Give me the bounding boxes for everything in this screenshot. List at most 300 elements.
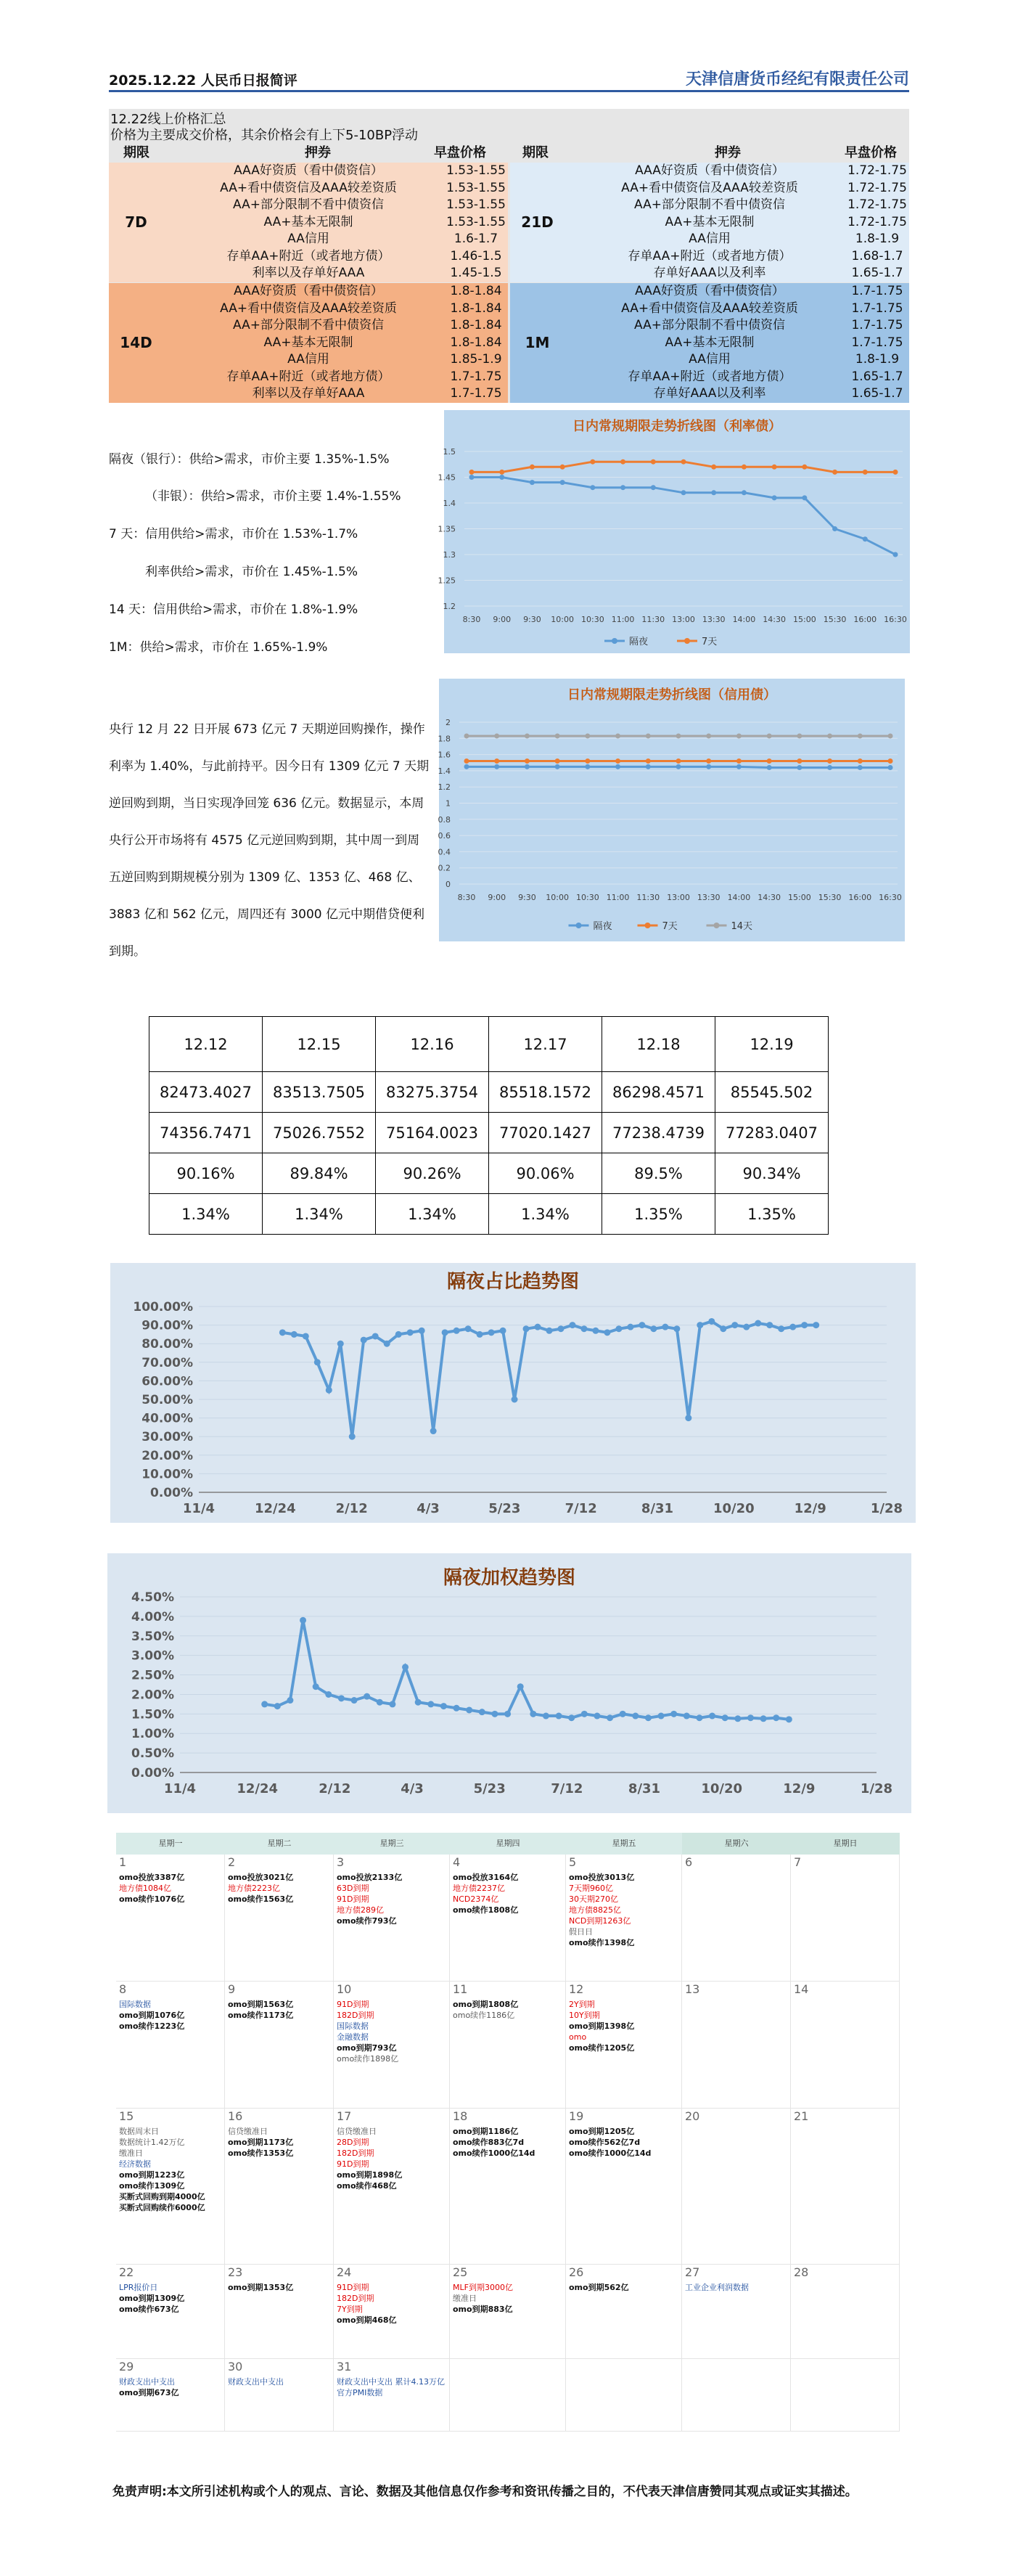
calendar-event: omo到期1076亿	[119, 2011, 185, 2020]
weekday-header: 星期三	[334, 1833, 450, 1855]
data-point	[464, 759, 469, 764]
data-point	[585, 764, 590, 769]
x-tick-label: 15:30	[823, 615, 847, 624]
data-point	[802, 495, 807, 500]
data-point	[556, 1713, 562, 1720]
price-row	[510, 180, 909, 197]
data-point	[863, 536, 868, 541]
collateral-type: AA+基本无限制	[665, 214, 755, 229]
x-tick-label: 15:30	[818, 893, 842, 902]
price-block-3	[510, 283, 909, 403]
x-tick-label: 13:00	[667, 893, 690, 902]
x-tick-label: 8:30	[457, 893, 476, 902]
data-point	[466, 1706, 472, 1713]
table-cell: 77020.1427	[489, 1113, 602, 1153]
morning-price: 1.53-1.55	[446, 163, 506, 178]
data-point	[893, 470, 898, 475]
data-point	[364, 1693, 370, 1700]
x-tick-label: 5/23	[488, 1501, 521, 1516]
price-row	[510, 317, 909, 335]
price-table-subtitle: 价格为主要成交价格，其余价格会有上下5-10BP浮动	[110, 128, 419, 143]
price-row	[510, 214, 909, 232]
x-tick-label: 13:30	[697, 893, 721, 902]
x-tick-label: 12/24	[254, 1501, 296, 1516]
calendar-event: 金融数据	[337, 2032, 369, 2042]
calendar-event: 91D到期	[337, 2000, 369, 2009]
table-cell: 12.12	[149, 1017, 263, 1072]
data-point	[590, 459, 595, 465]
collateral-type: 存单AA+附近（或者地方债）	[226, 248, 390, 263]
collateral-type: 存单AA+附近（或者地方债）	[628, 248, 792, 263]
data-point	[477, 1331, 483, 1338]
y-tick-label: 2.00%	[131, 1688, 174, 1703]
table-cell: 89.84%	[263, 1153, 376, 1194]
data-point	[430, 1428, 437, 1434]
market-line: 7 天：信用供给>需求，市价在 1.53%-1.7%	[109, 527, 358, 541]
x-tick-label: 10:30	[576, 893, 599, 902]
morning-price: 1.8-1.84	[450, 284, 502, 298]
price-summary-table	[109, 109, 909, 403]
calendar-day	[682, 1982, 791, 2109]
y-tick-label: 4.00%	[131, 1609, 174, 1624]
data-point	[731, 1322, 738, 1328]
price-row	[510, 265, 909, 282]
data-point	[620, 1711, 626, 1717]
y-tick-label: 2	[446, 718, 451, 727]
calendar-day	[334, 2265, 450, 2359]
data-point	[615, 759, 620, 764]
market-line: 利率供给>需求，市价在 1.45%-1.5%	[145, 565, 358, 579]
data-point	[709, 1713, 715, 1720]
legend-marker	[576, 923, 582, 928]
calendar-event: 买断式回购续作6000亿	[119, 2203, 205, 2212]
calendar-event: 数据周末日	[119, 2127, 159, 2136]
data-point	[651, 459, 656, 465]
calendar-event: 买断式回购到期4000亿	[119, 2192, 205, 2201]
calendar-event: 工业企业利润数据	[685, 2283, 749, 2292]
x-tick-label: 12/24	[237, 1781, 279, 1796]
y-tick-label: 100.00%	[133, 1300, 193, 1314]
data-point	[453, 1705, 460, 1712]
head-price-right: 早盘价格	[845, 145, 897, 160]
period-label: 1M	[525, 334, 550, 351]
price-row	[109, 385, 508, 403]
table-cell: 85545.502	[715, 1072, 829, 1113]
morning-price: 1.45-1.5	[450, 266, 502, 280]
morning-price: 1.72-1.75	[847, 180, 907, 195]
data-point	[827, 733, 832, 738]
calendar-event: 28D到期	[337, 2138, 369, 2147]
chart-overnight-weighted-rate-trend	[107, 1553, 911, 1813]
data-point	[673, 1325, 680, 1332]
table-cell: 1.34%	[149, 1194, 263, 1235]
data-point	[491, 1711, 498, 1717]
data-point	[767, 733, 772, 738]
data-point	[676, 764, 681, 769]
data-point	[662, 1324, 668, 1330]
price-row	[109, 180, 508, 197]
table-cell: 77283.0407	[715, 1113, 829, 1153]
x-tick-label: 5/23	[473, 1781, 506, 1796]
x-tick-label: 11:00	[606, 893, 630, 902]
y-tick-label: 0.2	[438, 863, 451, 873]
morning-price: 1.72-1.75	[847, 214, 907, 229]
table-cell: 90.16%	[149, 1153, 263, 1194]
calendar-day	[116, 2265, 225, 2359]
collateral-type: 存单好AAA以及利率	[653, 386, 766, 401]
y-tick-label: 1.35	[438, 524, 456, 534]
data-point	[389, 1701, 395, 1707]
x-tick-label: 16:30	[879, 893, 902, 902]
calendar-day	[682, 2109, 791, 2265]
data-point	[681, 459, 686, 465]
y-tick-label: 60.00%	[141, 1374, 193, 1389]
calendar-event: omo投放3164亿	[453, 1873, 519, 1882]
calendar-day	[450, 1855, 566, 1982]
x-tick-label: 4/3	[416, 1501, 440, 1516]
x-tick-label: 11/4	[182, 1501, 215, 1516]
price-row	[510, 369, 909, 386]
period-label: 14D	[120, 334, 152, 351]
calendar-event: omo投放2133亿	[337, 1873, 403, 1882]
x-tick-label: 11:30	[641, 615, 665, 624]
day-number: 16	[228, 2109, 243, 2123]
data-point	[377, 1699, 383, 1706]
legend-label: 7天	[702, 637, 718, 647]
data-point	[504, 1711, 511, 1717]
legend-label: 隔夜	[629, 637, 649, 647]
calendar-event: omo到期1398亿	[569, 2021, 635, 2031]
table-row	[149, 1072, 829, 1113]
calendar-day	[791, 1982, 900, 2109]
data-point	[772, 465, 777, 470]
data-point	[615, 1325, 622, 1332]
x-tick-label: 14:30	[758, 893, 781, 902]
day-number: 5	[569, 1855, 577, 1869]
data-point	[465, 1325, 472, 1332]
data-point	[888, 759, 893, 764]
y-tick-label: 0.6	[438, 831, 451, 841]
disclaimer: 免责声明:本文所引述机构或个人的观点、言论、数据及其他信息仅作参考和资讯传播之目的，不代表天津信唐赞同其观点或证实其描述。	[112, 2485, 858, 2499]
head-price-left: 早盘价格	[434, 145, 486, 160]
calendar-day	[682, 2359, 791, 2432]
data-point	[337, 1341, 344, 1347]
weekday-header: 星期日	[791, 1833, 900, 1855]
calendar-event: omo到期1898亿	[337, 2170, 403, 2180]
data-point	[697, 1322, 703, 1328]
calendar-event: 30天期270亿	[569, 1894, 618, 1904]
day-number: 28	[794, 2265, 809, 2279]
data-point	[338, 1695, 345, 1701]
data-point	[789, 1324, 796, 1330]
y-tick-label: 0	[446, 880, 451, 889]
chart-title: 日内常规期限走势折线图（信用债）	[567, 687, 776, 703]
chart-overnight-share-trend	[110, 1263, 916, 1523]
y-tick-label: 20.00%	[141, 1448, 193, 1463]
calendar-event: omo续作562亿7d	[569, 2138, 641, 2147]
data-point	[827, 759, 832, 764]
y-tick-label: 0.50%	[131, 1746, 174, 1762]
data-point	[639, 1322, 645, 1328]
table-cell: 90.34%	[715, 1153, 829, 1194]
table-cell: 12.15	[263, 1017, 376, 1072]
y-tick-label: 30.00%	[141, 1430, 193, 1445]
price-block-1	[510, 163, 909, 282]
day-number: 24	[337, 2265, 352, 2279]
morning-price: 1.72-1.75	[847, 197, 907, 212]
collateral-type: AA信用	[287, 232, 329, 246]
calendar-event: 信贷缴准日	[228, 2127, 268, 2136]
table-cell: 77238.4739	[602, 1113, 715, 1153]
data-point	[802, 465, 807, 470]
calendar-event: omo续作1186亿	[453, 2011, 515, 2020]
data-point	[627, 1324, 633, 1330]
data-point	[372, 1333, 379, 1339]
morning-price: 1.53-1.55	[446, 197, 506, 212]
data-point	[632, 1713, 639, 1720]
collateral-type: AA+部分限制不看中债资信	[634, 197, 785, 212]
x-tick-label: 8/31	[628, 1781, 661, 1796]
price-row	[109, 248, 508, 266]
market-line: 1M：供给>需求，市价在 1.65%-1.9%	[109, 640, 328, 655]
data-point	[415, 1699, 422, 1706]
calendar-event: omo续作1000亿14d	[569, 2148, 652, 2158]
collateral-type: AAA好资质（看中债资信）	[635, 284, 784, 298]
data-point	[778, 1325, 784, 1332]
data-point	[555, 764, 560, 769]
price-table-title: 12.22线上价格汇总	[110, 112, 226, 127]
collateral-type: 存单好AAA以及利率	[653, 266, 766, 280]
head-period-right: 期限	[522, 145, 549, 160]
morning-price: 1.53-1.55	[446, 180, 506, 195]
collateral-type: AA+基本无限制	[263, 335, 353, 350]
data-point	[314, 1359, 321, 1365]
morning-price: 1.65-1.7	[851, 369, 903, 384]
x-tick-label: 10:00	[546, 893, 569, 902]
weekday-header: 星期一	[116, 1833, 225, 1855]
price-row	[109, 283, 508, 300]
x-tick-label: 12/9	[794, 1501, 826, 1516]
calendar-day	[225, 2359, 334, 2432]
calendar-day	[225, 2265, 334, 2359]
data-point	[736, 764, 742, 769]
day-number: 7	[794, 1855, 802, 1869]
legend-marker	[645, 923, 651, 928]
data-point	[651, 485, 656, 490]
x-tick-label: 10:30	[581, 615, 604, 624]
calendar-event: 官方PMI数据	[337, 2388, 383, 2397]
calendar-day	[791, 2265, 900, 2359]
data-point	[303, 1333, 309, 1339]
legend-label: 7天	[662, 921, 678, 932]
weekday-header: 星期六	[682, 1833, 791, 1855]
data-point	[658, 1713, 665, 1720]
calendar-event: 地方债289亿	[337, 1905, 384, 1915]
legend-label: 隔夜	[593, 921, 612, 932]
data-point	[645, 1714, 652, 1721]
calendar-day	[334, 1855, 450, 1982]
collateral-type: AA+看中债资信及AAA较差资质	[621, 300, 798, 316]
collateral-type: AA+部分限制不看中债资信	[233, 197, 384, 212]
y-tick-label: 1.5	[443, 447, 456, 457]
calendar-day	[566, 2109, 682, 2265]
period-label: 21D	[521, 213, 554, 231]
data-point	[326, 1387, 332, 1394]
calendar-event: omo到期1563亿	[228, 2000, 294, 2009]
calendar-event: LPR报价日	[119, 2283, 158, 2292]
chart-title: 隔夜占比趋势图	[446, 1271, 580, 1293]
data-point	[580, 1325, 587, 1332]
collateral-type: AA信用	[689, 232, 731, 246]
data-point	[646, 759, 651, 764]
collateral-type: AA信用	[287, 352, 329, 367]
data-point	[797, 765, 802, 770]
calendar-event: omo到期793亿	[337, 2043, 397, 2053]
calendar-event: omo到期883亿	[453, 2305, 513, 2314]
data-point	[832, 526, 837, 531]
table-row	[149, 1113, 829, 1153]
data-point	[525, 764, 530, 769]
data-point	[670, 1711, 677, 1717]
x-tick-label: 11:00	[611, 615, 635, 624]
table-row	[149, 1194, 829, 1235]
data-point	[646, 733, 651, 738]
table-cell: 86298.4571	[602, 1072, 715, 1113]
x-tick-label: 12/9	[783, 1781, 816, 1796]
x-tick-label: 9:30	[518, 893, 536, 902]
calendar-event: 缴准日	[119, 2148, 143, 2158]
data-point	[767, 765, 772, 770]
collateral-type: 存单AA+附近（或者地方债）	[226, 369, 390, 384]
day-number: 17	[337, 2109, 352, 2123]
calendar-event: 2Y到期	[569, 2000, 595, 2009]
data-point	[494, 759, 499, 764]
table-cell: 1.35%	[602, 1194, 715, 1235]
calendar-event: omo到期1205亿	[569, 2127, 635, 2136]
price-row	[510, 300, 909, 318]
data-point	[274, 1703, 281, 1709]
x-tick-label: 10/20	[701, 1781, 743, 1796]
x-tick-label: 1/28	[860, 1781, 893, 1796]
data-point	[767, 759, 772, 764]
calendar-event: omo到期1353亿	[228, 2283, 294, 2292]
morning-price: 1.8-1.84	[450, 335, 502, 350]
calendar-event: 地方债8825亿	[569, 1905, 621, 1915]
data-point	[736, 733, 742, 738]
collateral-type: 利率以及存单好AAA	[252, 266, 365, 280]
period-label: 7D	[125, 213, 147, 231]
table-cell: 83275.3754	[376, 1072, 489, 1113]
data-point	[287, 1697, 293, 1704]
data-point	[279, 1329, 286, 1336]
day-number: 31	[337, 2360, 352, 2373]
x-tick-label: 15:00	[793, 615, 816, 624]
data-point	[581, 1711, 588, 1717]
chart-background	[107, 1553, 911, 1813]
day-number: 19	[569, 2109, 584, 2123]
price-row	[510, 385, 909, 403]
legend-marker	[684, 638, 690, 644]
y-tick-label: 2.50%	[131, 1668, 174, 1683]
morning-price: 1.65-1.7	[851, 386, 903, 401]
calendar-event: 63D到期	[337, 1884, 369, 1893]
table-cell: 89.5%	[602, 1153, 715, 1194]
data-point	[797, 733, 802, 738]
data-point	[711, 465, 716, 470]
day-number: 22	[119, 2265, 134, 2279]
data-point	[442, 1329, 448, 1336]
market-line: （非银）：供给>需求，市价主要 1.4%-1.55%	[145, 489, 401, 504]
table-cell: 12.16	[376, 1017, 489, 1072]
chart-title: 隔夜加权趋势图	[443, 1567, 576, 1589]
data-point	[620, 459, 625, 465]
data-point	[760, 1715, 767, 1722]
table-cell: 12.17	[489, 1017, 602, 1072]
price-row	[510, 248, 909, 266]
x-tick-label: 10:00	[551, 615, 574, 624]
data-point	[585, 733, 590, 738]
x-tick-label: 14:00	[732, 615, 756, 624]
data-point	[681, 490, 686, 495]
calendar-event: omo续作1808亿	[453, 1905, 519, 1915]
data-point	[650, 1325, 657, 1332]
price-row	[109, 163, 508, 180]
calendar-event: omo到期1223亿	[119, 2170, 185, 2180]
price-row	[109, 197, 508, 214]
collateral-type: AA+基本无限制	[263, 214, 353, 229]
collateral-type: AA+看中债资信及AAA较差资质	[220, 300, 397, 316]
weekday-header: 星期五	[566, 1833, 682, 1855]
data-point	[615, 733, 620, 738]
calendar-day	[566, 1855, 682, 1982]
data-point	[525, 759, 530, 764]
data-point	[607, 1714, 613, 1721]
calendar-event: 地方债2237亿	[453, 1884, 505, 1893]
data-point	[813, 1322, 819, 1328]
data-point	[684, 1713, 690, 1720]
day-number: 11	[453, 1982, 468, 1996]
table-cell: 74356.7471	[149, 1113, 263, 1153]
table-cell: 90.26%	[376, 1153, 489, 1194]
x-tick-label: 16:00	[853, 615, 877, 624]
y-tick-label: 40.00%	[141, 1411, 193, 1426]
calendar-event: 7Y到期	[337, 2305, 363, 2314]
collateral-type: AA+部分限制不看中债资信	[634, 318, 785, 332]
calendar-event: omo续作1076亿	[119, 1894, 185, 1904]
data-point	[500, 1328, 506, 1334]
data-point	[530, 465, 535, 470]
morning-price: 1.85-1.9	[450, 352, 502, 367]
data-point	[291, 1331, 297, 1338]
day-number: 26	[569, 2265, 584, 2279]
calendar-event: omo到期673亿	[119, 2388, 179, 2397]
data-point	[555, 733, 560, 738]
data-point	[832, 470, 837, 475]
data-point	[615, 764, 620, 769]
morning-price: 1.65-1.7	[851, 266, 903, 280]
head-bond-left: 押券	[305, 145, 331, 160]
data-point	[427, 1701, 434, 1707]
morning-price: 1.7-1.75	[851, 335, 903, 350]
data-point	[530, 480, 535, 485]
calendar-event: omo投放3387亿	[119, 1873, 185, 1882]
y-tick-label: 90.00%	[141, 1318, 193, 1333]
x-tick-label: 8:30	[462, 615, 481, 624]
calendar-day	[116, 2109, 225, 2265]
data-point	[494, 764, 499, 769]
data-point	[560, 465, 565, 470]
x-tick-label: 16:00	[848, 893, 872, 902]
